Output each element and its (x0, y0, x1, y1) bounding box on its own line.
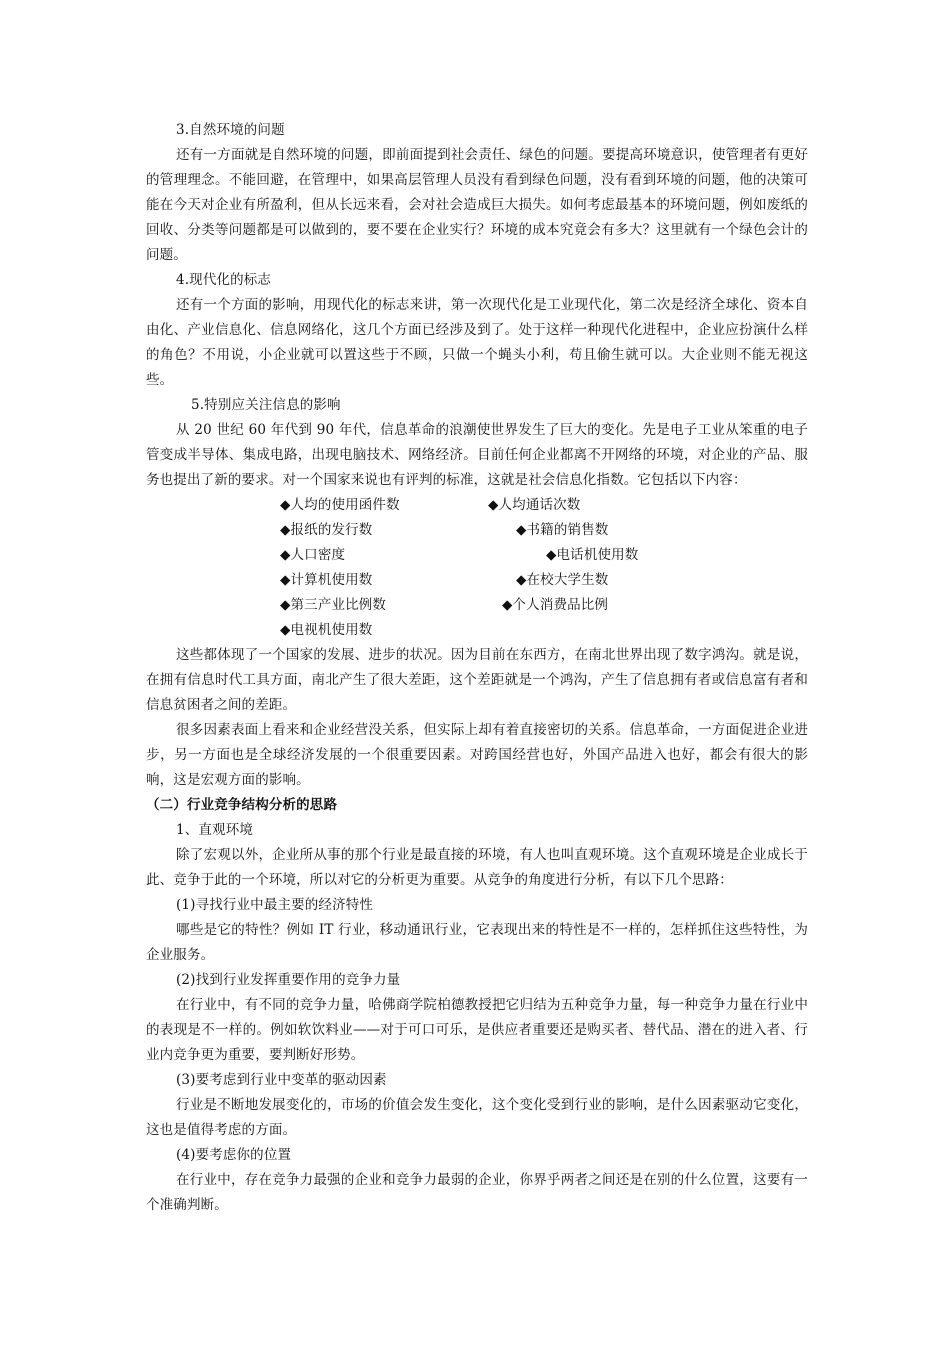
list-item: ◆第三产业比例数 (280, 597, 387, 613)
item-heading-competitive-forces: (2)找到行业发挥重要作用的竞争力量 (176, 972, 401, 988)
list-item: ◆电视机使用数 (280, 622, 373, 638)
section-heading-natural-environment: 3.自然环境的问题 (176, 122, 285, 138)
list-item: ◆电话机使用数 (546, 547, 639, 563)
list-item: ◆人口密度 (280, 547, 346, 563)
list-item: ◆计算机使用数 (280, 572, 373, 588)
list-item: ◆报纸的发行数 (280, 522, 373, 538)
paragraph-economic-traits: 哪些是它的特性？例如 IT 行业，移动通讯行业，它表现出来的特性是不一样的，怎样抓住这些特性，为企业服务。 (146, 922, 808, 963)
paragraph-digital-divide: 这些都体现了一个国家的发展、进步的状况。因为目前在东西方，在南北世界出现了数字鸿沟。就是说，在拥有信息时代工具方面，南北产生了很大差距，这个差距就是一个鸿沟，产生了信息拥有者或信息富有者和信息贫困者之间的差距。 (146, 647, 808, 713)
item-heading-your-position: (4)要考虑你的位置 (176, 1147, 292, 1163)
list-item: ◆个人消费品比例 (502, 597, 609, 613)
paragraph-direct-environment: 除了宏观以外，企业所从事的那个行业是最直接的环境，有人也叫直观环境。这个直观环境是企业成长于此、竞争于此的一个环境，所以对它的分析更为重要。从竞争的角度进行分析，有以下几个思路： (146, 847, 808, 888)
item-heading-driving-factors: (3)要考虑到行业中变革的驱动因素 (176, 1072, 387, 1088)
paragraph-driving-factors: 行业是不断地发展变化的，市场的价值会发生变化，这个变化受到行业的影响，是什么因素驱动它变化，这也是值得考虑的方面。 (146, 1097, 808, 1138)
paragraph-competitive-forces: 在行业中，有不同的竞争力量，哈佛商学院柏德教授把它归结为五种竞争力量，每一种竞争力量在行业中的表现是不一样的。例如软饮料业——对于可口可乐，是供应者重要还是购买者、替代品、潜在的进入者、行业内竞争更为重要，要判断好形势。 (146, 997, 808, 1063)
section-heading-information: 5.特别应关注信息的影响 (191, 397, 341, 413)
list-item: ◆书籍的销售数 (516, 522, 609, 538)
section-title-industry-competition: （二）行业竞争结构分析的思路 (146, 797, 338, 813)
paragraph-modernization: 还有一个方面的影响，用现代化的标志来讲，第一次现代化是工业现代化，第二次是经济全球化、资本自由化、产业信息化、信息网络化，这几个方面已经涉及到了。处于这样一种现代化进程中，企业应扮演什么样的角色？不用说，小企业就可以置这些于不顾，只做一个蝇头小利，苟且偷生就可以。大企业则不能无视这些。 (146, 297, 808, 388)
informatization-index-list (146, 493, 808, 643)
list-item: ◆人均的使用函件数 (280, 497, 400, 513)
paragraph-your-position: 在行业中，存在竞争力最强的企业和竞争力最弱的企业，你界乎两者之间还是在别的什么位置，这要有一个准确判断。 (146, 1172, 808, 1213)
item-heading-economic-traits: (1)寻找行业中最主要的经济特性 (176, 897, 374, 913)
subsection-heading-direct-environment: 1、直观环境 (176, 822, 253, 838)
section-heading-modernization: 4.现代化的标志 (176, 272, 272, 288)
paragraph-natural-environment: 还有一方面就是自然环境的问题，即前面提到社会责任、绿色的问题。要提高环境意识，使管理者有更好的管理理念。不能回避，在管理中，如果高层管理人员没有看到绿色问题，没有看到环境的问题，他的决策可能在今天对企业有所盈利，但从长远来看，会对社会造成巨大损失。如何考虑最基本的环境问题，例如废纸的回收、分类等问题都是可以做到的，要不要在企业实行？环境的成本究竟会有多大？这里就有一个绿色会计的问题。 (146, 147, 808, 263)
list-item: ◆人均通话次数 (488, 497, 581, 513)
document-body (146, 118, 808, 1218)
list-item: ◆在校大学生数 (516, 572, 609, 588)
paragraph-macro-impact: 很多因素表面上看来和企业经营没关系，但实际上却有着直接密切的关系。信息革命，一方面促进企业进步，另一方面也是全球经济发展的一个很重要因素。对跨国经营也好，外国产品进入也好，都会有很大的影响，这是宏观方面的影响。 (146, 722, 808, 788)
paragraph-information: 从 20 世纪 60 年代到 90 年代，信息革命的浪潮使世界发生了巨大的变化。先是电子工业从笨重的电子管变成半导体、集成电路，出现电脑技术、网络经济。目前任何企业都离不开网络的环境，对企业的产品、服务也提出了新的要求。对一个国家来说也有评判的标准，这就是社会信息化指数。它包括以下内容： (146, 422, 808, 488)
